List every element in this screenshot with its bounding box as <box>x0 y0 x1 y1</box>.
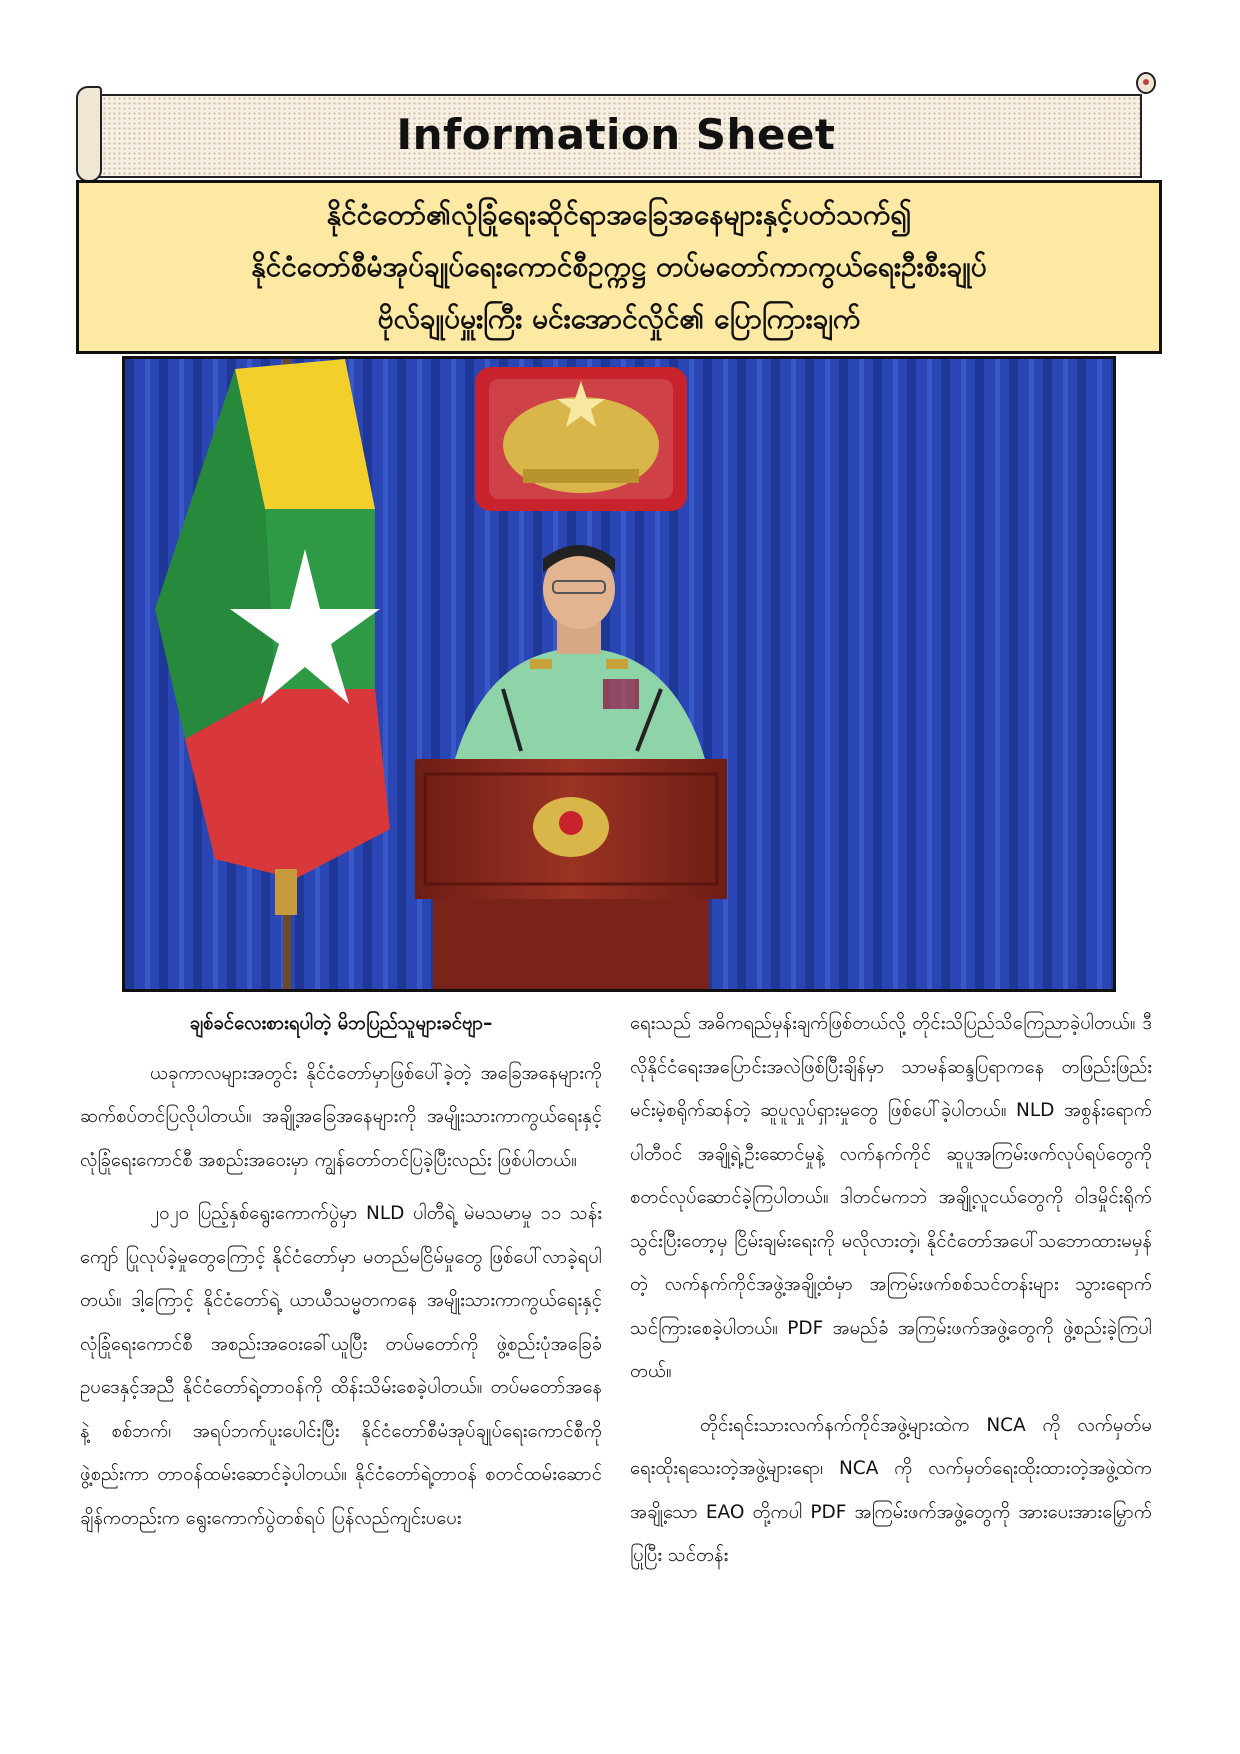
speaker-photo-illustration <box>125 359 1113 989</box>
salutation: ချစ်ခင်လေးစားရပါတဲ့ မိဘပြည်သူများခင်ဗျာ– <box>189 1013 493 1034</box>
heading-box <box>76 180 1162 354</box>
body-left-column <box>80 1002 602 1550</box>
heading-line-2: နိုင်ငံတော်စီမံအုပ်ချုပ်ရေးကောင်စီဥက္ကဋ္ဌ တပ်မတော်ကာကွယ်ရေးဦးစီးချုပ် <box>251 250 987 283</box>
scroll-curl-left-icon <box>76 86 102 182</box>
body-paragraph-4: တိုင်းရင်းသားလက်နက်ကိုင်အဖွဲ့များထဲက NCA ကို လက်မှတ်မရေးထိုးရသေးတဲ့အဖွဲ့များရော၊ NCA ကို လက်မှတ်ရေးထိုးထားတဲ့အဖွဲ့ထဲက အချို့သော EAO တို့ကပါ PDF အကြမ်းဖက်အဖွဲ့တွေကို အားပေးအားမြှောက်ပြုပြီး သင်တန်း <box>630 1414 1152 1566</box>
podium-emblem-icon <box>533 797 609 857</box>
state-emblem-icon <box>475 367 687 511</box>
body-paragraph-3: ရေးသည် အဓိကရည်မှန်းချက်ဖြစ်တယ်လို့ တိုင်းသိပြည်သိကြေညာခဲ့ပါတယ်။ ဒီလိုနိုင်ငံရေးအပြောင်းအလဲဖြစ်ပြီးချိန်မှာ သာမန်ဆန္ဒပြရာကနေ တဖြည်းဖြည်းမင်းမဲ့စရိုက်ဆန်တဲ့ ဆူပူလှုပ်ရှားမှုတွေ ဖြစ်ပေါ်ခဲ့ပါတယ်။ NLD အစွန်းရောက်ပါတီဝင် အချို့ရဲ့ဦးဆောင်မှုနဲ့ လက်နက်ကိုင် ဆူပူအကြမ်းဖက်လုပ်ရပ်တွေကို စတင်လုပ်ဆောင်ခဲ့ကြပါတယ်။ ဒါတင်မကဘဲ အချို့လူငယ်တွေကို ဝါဒမှိုင်းရိုက်သွင်းပြီးတော့မှ ငြိမ်းချမ်းရေးကို မလိုလားတဲ့၊ နိုင်ငံတော်အပေါ်သဘောထားမမှန်တဲ့ လက်နက်ကိုင်အဖွဲ့အချို့ထံမှာ အကြမ်းဖက်စစ်သင်တန်းများ သွားရောက်သင်ကြားစေခဲ့ပါတယ်။ PDF အမည်ခံ အကြမ်းဖက်အဖွဲ့တွေကို ဖွဲ့စည်းခဲ့ကြပါတယ်။ <box>630 1013 1152 1382</box>
body-paragraph-2: ၂၀၂၀ ပြည့်နှစ်ရွေးကောက်ပွဲမှာ NLD ပါတီရဲ့ မဲမသမာမှု ၁၁ သန်းကျော် ပြုလုပ်ခဲ့မှုတွေကြောင့် နိုင်ငံတော်မှာ မတည်မငြိမ်မှုတွေ ဖြစ်ပေါ်လာခဲ့ရပါတယ်။ ဒါ့ကြောင့် နိုင်ငံတော်ရဲ့ ယာယီသမ္မတကနေ အမျိုးသားကာကွယ်ရေးနှင့် လုံခြုံရေးကောင်စီ အစည်းအဝေးခေါ်ယူပြီး တပ်မတော်ကို ဖွဲ့စည်းပုံအခြေခံဥပဒေနှင့်အညီ နိုင်ငံတော်ရဲ့တာဝန်ကို ထိန်းသိမ်းစေခဲ့ပါတယ်။ တပ်မတော်အနေနဲ့ စစ်ဘက်၊ အရပ်ဘက်ပူးပေါင်းပြီး နိုင်ငံတော်စီမံအုပ်ချုပ်ရေးကောင်စီကို ဖွဲ့စည်းကာ တာဝန်ထမ်းဆောင်ခဲ့ပါတယ်။ နိုင်ငံတော်ရဲ့တာဝန် စတင်ထမ်းဆောင်ချိန်ကတည်းက ရွေးကောက်ပွဲတစ်ရပ် ပြန်လည်ကျင်းပပေး <box>80 1203 602 1529</box>
body-paragraph-1: ယခုကာလများအတွင်း နိုင်ငံတော်မှာဖြစ်ပေါ်ခဲ့တဲ့ အခြေအနေများကို ဆက်စပ်တင်ပြလိုပါတယ်။ အချို့အခြေအနေများကို အမျိုးသားကာကွယ်ရေးနှင့် လုံခြုံရေးကောင်စီ အစည်းအဝေးမှာ ကျွန်တော်တင်ပြခဲ့ပြီးလည်း ဖြစ်ပါတယ်။ <box>80 1062 602 1171</box>
page-title: Information Sheet <box>396 110 836 159</box>
flag-pole-ornament <box>275 869 297 915</box>
body-right-column <box>630 1002 1152 1588</box>
heading-line-1: နိုင်ငံတော်၏လုံခြုံရေးဆိုင်ရာအခြေအနေများနှင့်ပတ်သက်၍ <box>326 198 912 231</box>
podium <box>415 759 727 989</box>
heading-line-3: ဗိုလ်ချုပ်မှူးကြီး မင်းအောင်လှိုင်၏ ပြောကြားချက် <box>377 302 861 335</box>
title-banner <box>76 86 1156 182</box>
speaker-photo <box>122 356 1116 992</box>
scroll-curl-right-icon <box>1136 72 1156 94</box>
banner-scroll-body <box>90 94 1142 178</box>
